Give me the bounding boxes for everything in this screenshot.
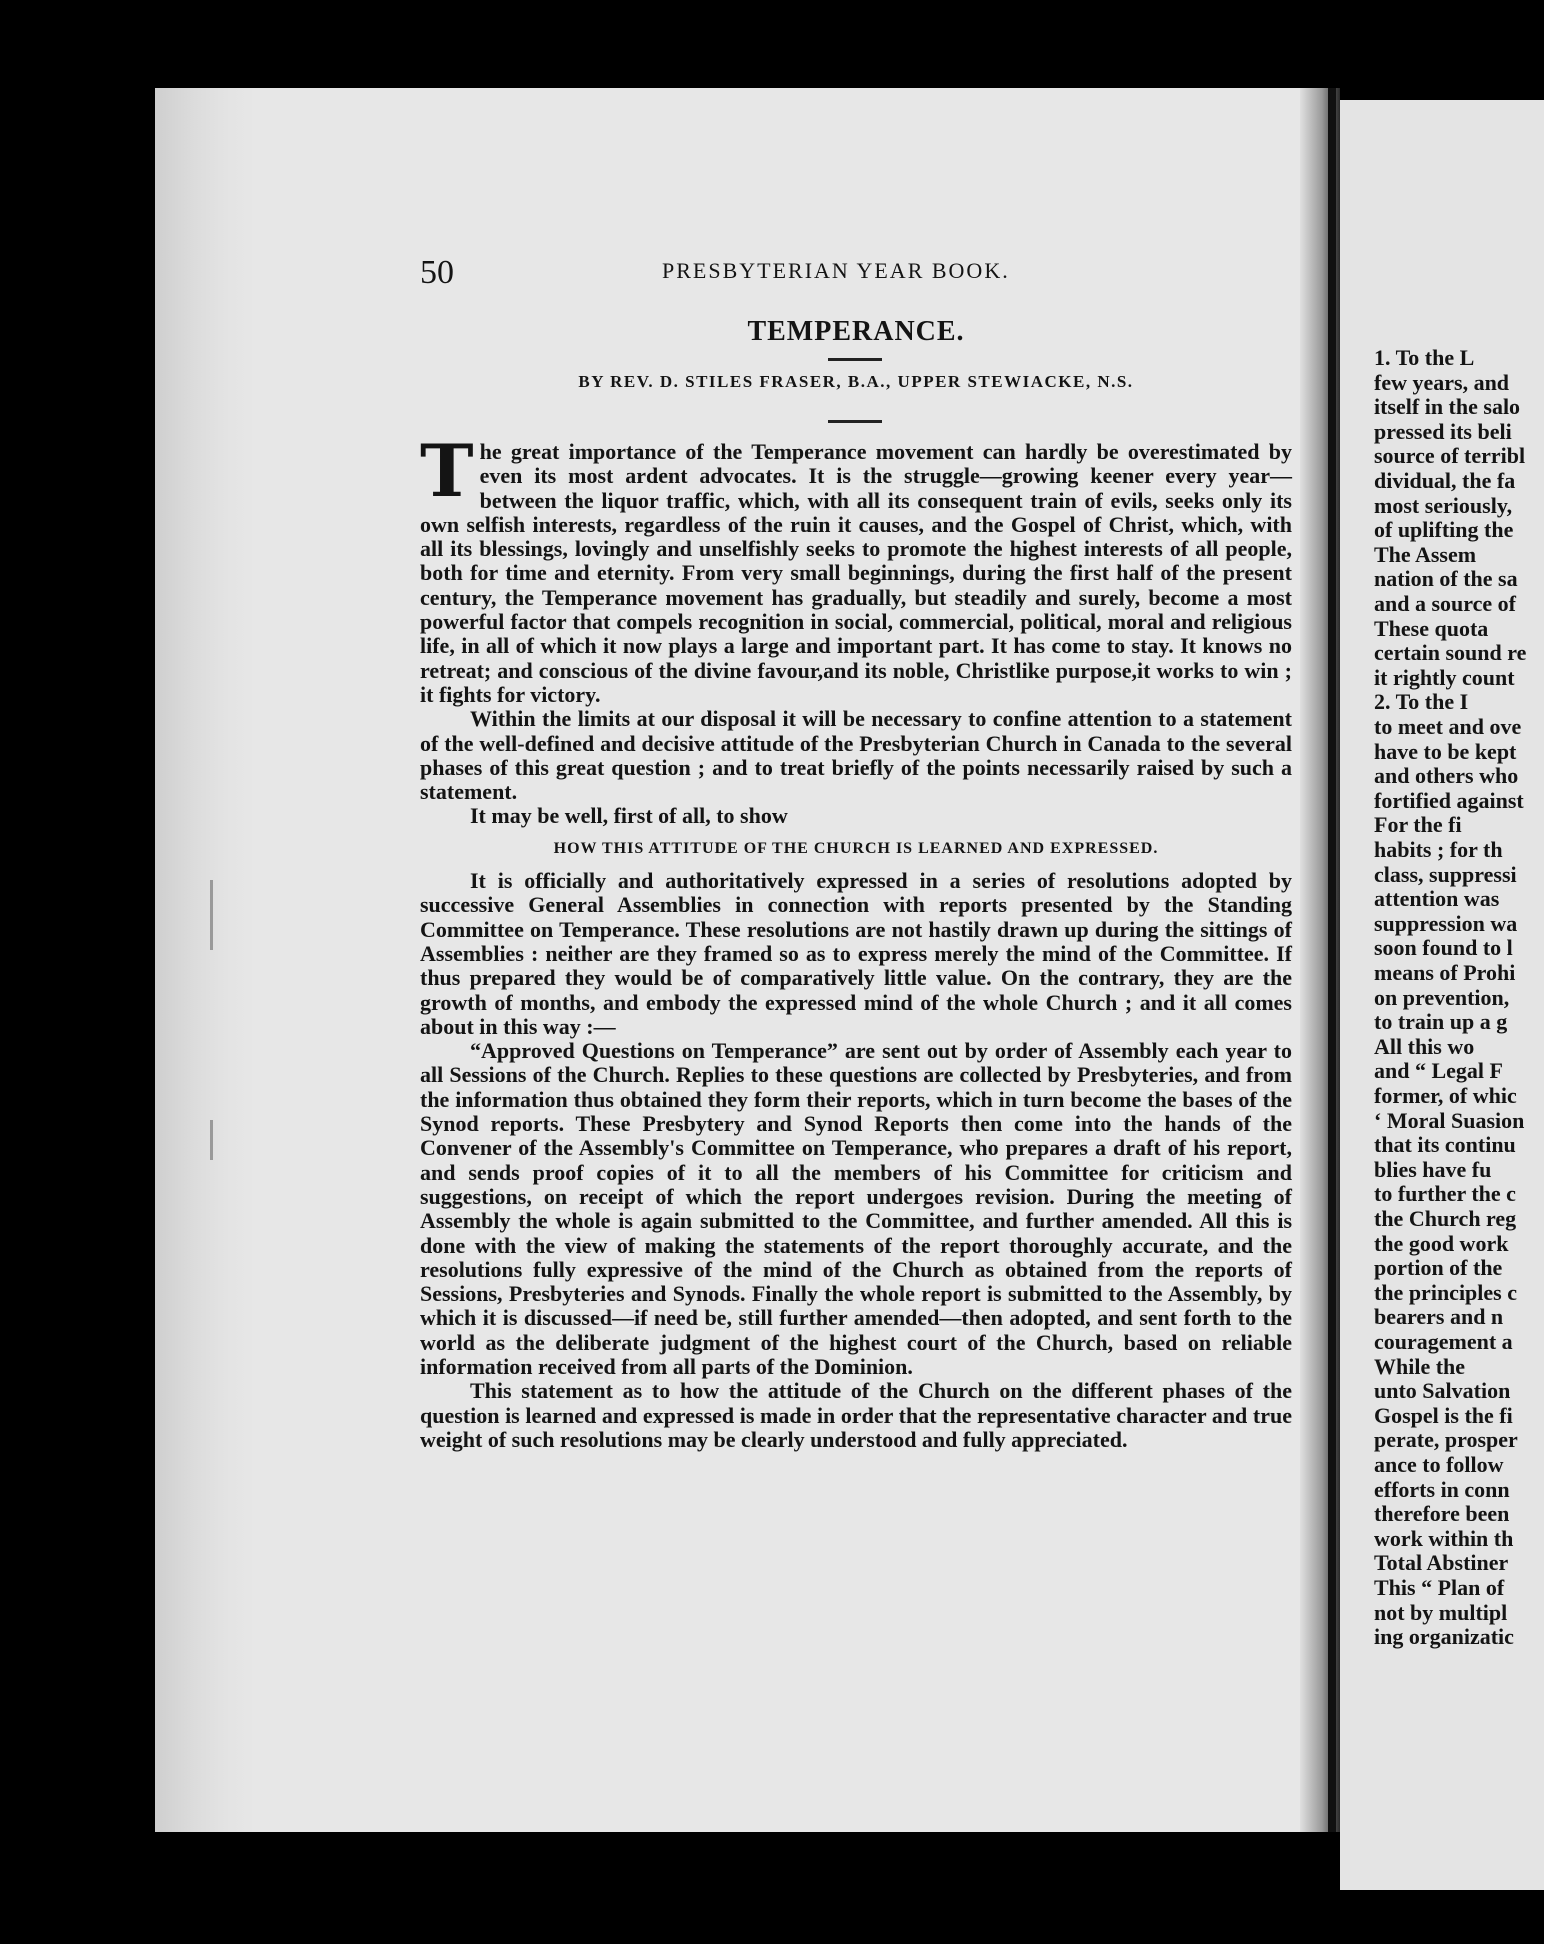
paragraph: “Approved Questions on Temperance” are sent out by order of Assembly each year to all Sessions of the Church. Replies to these questions are collected by Presbyteries, and from the information thus obtained they form their reports, which in turn become the bases of the Synod reports. These Presbytery and Synod Reports then come into the hands of the Convener of the Assembly's Committee on Temperance, who prepares a draft of his report, and sends proof copies of it to all the members of his Committee for criticism and suggestions, on receipt of which the report undergoes revision. During the meeting of Assembly the whole is again submitted to the Committee, and further amended. All this is done with the view of making the statements of the report thoroughly accurate, and the resolutions fully expressive of the mind of the Church as obtained from the reports of Sessions, Presbyteries and Synods. Finally the whole report is submitted to the Assembly, by which it is discussed—if need be, still further amended—then adopted, and sent forth to the world as the deliberate judgment of the highest court of the Church, based on reliable information received from all parts of the Dominion.: [420, 1038, 1292, 1379]
right-page-line: few years, and: [1374, 369, 1510, 395]
right-page-line: source of terribl: [1374, 443, 1526, 469]
right-page-line: This “ Plan of: [1374, 1575, 1505, 1600]
right-page-line: to further the c: [1374, 1181, 1516, 1207]
paragraph: It may be well, first of all, to show: [470, 803, 788, 829]
paragraph-text: he great importance of the Temperance movement can hardly be overestimated by even its most ardent advocates. It is the struggle—growing keener every year—between the liquor traffic, which, with all its consequent train of evils, seeks only its own selfish interests, regardless of the ruin it causes, and the Gospel of Christ, which, with all its blessings, lovingly and unselfishly seeks to promote the highest interests of all people, both for time and eternity. From very small beginnings, during the first half of the present century, the Temperance movement has gradually, but steadily and surely, become a most powerful factor that compels recognition in social, commercial, political, moral and religious life, in all of which it now plays a large and important part. It has come to stay. It knows no retreat; and conscious of the divine favour,and its noble, Christlike purpose,it works to win ; it fights for victory.: [420, 439, 1292, 707]
right-page-line: certain sound re: [1374, 640, 1527, 666]
right-page-line: blies have fu: [1374, 1156, 1492, 1182]
byline: BY REV. D. STILES FRASER, B.A., UPPER STEWIACKE, N.S.: [578, 372, 1134, 391]
right-page-line: All this wo: [1374, 1033, 1475, 1059]
right-page-line: class, suppressi: [1374, 861, 1517, 887]
right-page-line: of uplifting the: [1374, 517, 1514, 543]
right-page-line: former, of whic: [1374, 1083, 1517, 1108]
right-page: [1340, 100, 1544, 1890]
right-page-line: the principles c: [1374, 1279, 1517, 1305]
right-page-line: and “ Legal F: [1374, 1058, 1503, 1084]
right-page-line: unto Salvation: [1374, 1378, 1511, 1404]
right-page-line: therefore been: [1374, 1501, 1510, 1527]
right-page-line: habits ; for th: [1374, 837, 1503, 862]
paragraph: Within the limits at our disposal it will be necessary to confine attention to a statement of the well-defined and decisive attitude of the Presbyterian Church in Canada to the several phases of this great question ; and to treat briefly of the points necessarily raised by such a statement.: [420, 706, 1292, 805]
right-page-line: ‘ Moral Suasion: [1374, 1107, 1525, 1133]
right-page-line: not by multipl: [1374, 1599, 1508, 1625]
right-page-line: suppression wa: [1374, 910, 1518, 936]
right-page-line: nation of the sa: [1374, 566, 1518, 592]
right-page-line: on prevention,: [1374, 984, 1510, 1010]
right-page-line: have to be kept: [1374, 738, 1517, 764]
right-page-line: work within th: [1374, 1525, 1514, 1551]
paragraph: It is officially and authoritatively expressed in a series of resolutions adopted by successive General Assemblies in connection with reports presented by the Standing Committee on Temperance. These resolutions are not hastily drawn up during the sittings of Assemblies : neither are they framed so as to express merely the mind of the Committee. If thus prepared they would be of comparatively little value. On the contrary, they are the growth of months, and embody the expressed mind of the whole Church ; and it all comes about in this way :—: [420, 868, 1292, 1039]
right-page-line: While the: [1374, 1353, 1466, 1379]
article-body: [420, 428, 1292, 1452]
right-page-line: ing organizatic: [1374, 1624, 1514, 1650]
section-heading: HOW THIS ATTITUDE OF THE CHURCH IS LEARNED AND EXPRESSED.: [553, 839, 1159, 857]
right-page-line: most seriously,: [1374, 492, 1513, 518]
right-page-line: the good work: [1374, 1230, 1509, 1256]
right-page-line: ance to follow: [1374, 1452, 1504, 1477]
spine-shadow: [1328, 88, 1336, 1832]
right-page-line: soon found to l: [1374, 935, 1513, 961]
page-number: 50: [420, 254, 454, 291]
right-page-line: efforts in conn: [1374, 1476, 1510, 1502]
right-page-line: bearers and n: [1374, 1304, 1504, 1330]
right-page-line: Gospel is the fi: [1374, 1402, 1513, 1428]
right-page-line: means of Prohi: [1374, 960, 1516, 985]
right-page-line: 2. To the I: [1374, 689, 1469, 715]
paragraph: [420, 428, 1292, 707]
right-page-line: itself in the salo: [1374, 394, 1521, 420]
paragraph: This statement as to how the attitude of the Church on the different phases of the question is learned and expressed is made in order that the representative character and true weight of such resolutions may be clearly understood and fully appreciated.: [420, 1378, 1292, 1452]
right-page-line: the Church reg: [1374, 1206, 1517, 1231]
right-page-line: 1. To the L: [1374, 345, 1475, 370]
right-page-line: couragement a: [1374, 1329, 1513, 1354]
edge-mark: [210, 1120, 213, 1160]
running-header-title: PRESBYTERIAN YEAR BOOK.: [662, 258, 1010, 283]
right-page-line: Total Abstiner: [1374, 1550, 1509, 1576]
right-page-line: fortified against: [1374, 787, 1524, 813]
page-edge-stack: [155, 88, 255, 1832]
right-page-line: pressed its beli: [1374, 418, 1512, 444]
right-page-line: it rightly count: [1374, 664, 1515, 690]
right-page-line: and a source of: [1374, 591, 1516, 616]
right-page-line: to train up a g: [1374, 1009, 1508, 1035]
article-title: TEMPERANCE.: [747, 316, 965, 347]
title-rule: [828, 358, 882, 361]
byline-rule: [828, 420, 882, 423]
right-page-line: perate, prosper: [1374, 1427, 1518, 1453]
right-page-line: and others who: [1374, 763, 1519, 789]
right-page-line: The Assem: [1374, 541, 1477, 567]
right-page-line: that its continu: [1374, 1132, 1516, 1158]
edge-mark: [210, 880, 213, 950]
right-page-line: These quota: [1374, 615, 1489, 641]
right-page-line: attention was: [1374, 886, 1500, 912]
running-head: [420, 254, 1320, 290]
drop-cap: T: [420, 428, 474, 513]
right-page-line: For the fi: [1374, 812, 1462, 838]
right-page-line: to meet and ove: [1374, 714, 1522, 739]
right-page-line: dividual, the fa: [1374, 468, 1516, 493]
right-page-line: portion of the: [1374, 1255, 1503, 1281]
